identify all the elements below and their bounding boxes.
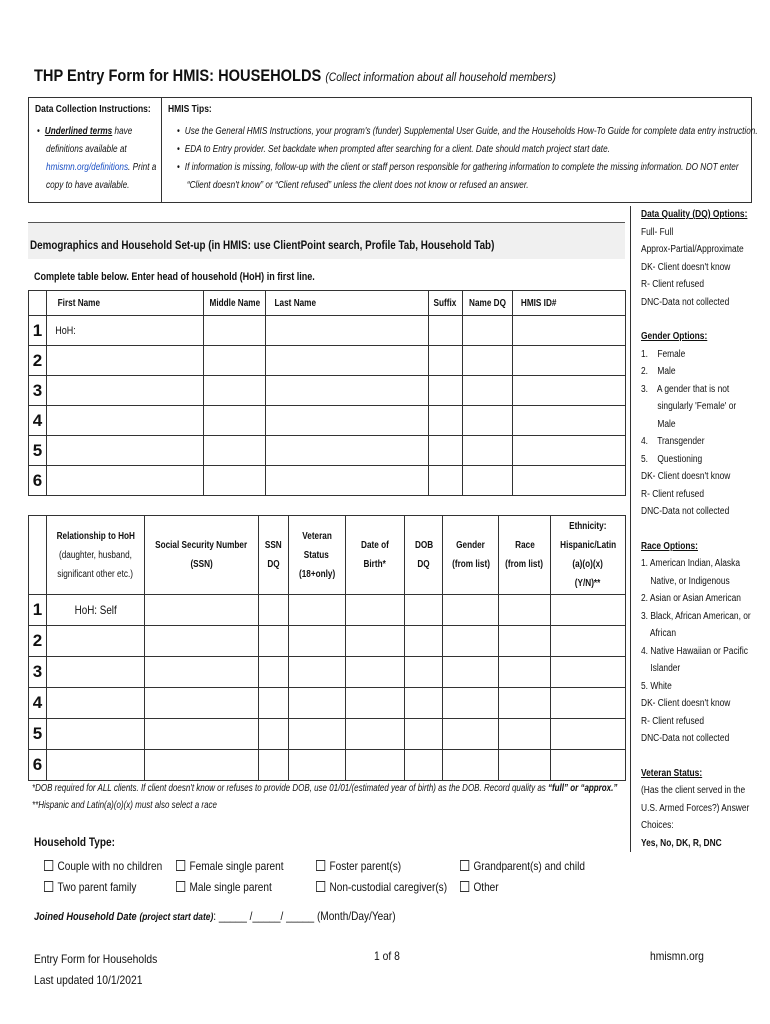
race-item: 5. White [641,680,672,692]
name-dq-cell[interactable] [462,316,512,346]
option-grandparents-and-child[interactable]: Grandparent(s) and child [460,859,585,873]
option-female-single-parent[interactable]: Female single parent [176,859,284,873]
hmis-tips [177,123,758,195]
checkbox-icon[interactable] [316,860,325,871]
middle-name-cell[interactable] [203,466,266,496]
underlined-terms: Underlined terms [44,126,113,137]
last-name-cell[interactable] [266,436,429,466]
table-row [29,406,626,436]
race-item: African [641,628,677,639]
last-name-cell[interactable] [266,316,429,346]
hmis-id-cell[interactable] [512,316,625,346]
row-number: 5 [29,436,47,466]
checkbox-icon[interactable] [176,881,185,892]
ssn-dq-cell[interactable] [258,657,288,688]
dob-dq-header: DOB DQ [405,516,443,595]
name-dq-cell[interactable] [462,436,512,466]
row-number: 6 [29,750,47,781]
row-number: 6 [29,466,47,496]
dq-item: Full- Full [641,226,674,238]
veteran-item: Choices: [641,820,674,831]
gender-header: Gender (from list) [443,516,499,595]
row-number-header [29,516,47,595]
table-row [29,688,626,719]
option-non-custodial-caregiver[interactable]: Non-custodial caregiver(s) [316,880,447,894]
first-name-cell[interactable] [46,376,203,406]
veteran-cell[interactable] [288,595,345,626]
checkbox-icon[interactable] [316,881,325,892]
middle-name-cell[interactable] [203,376,266,406]
instructions-heading: Data Collection Instructions: [35,104,151,115]
first-name-cell[interactable] [46,436,203,466]
suffix-cell[interactable] [428,406,462,436]
relationship-cell[interactable] [46,657,144,688]
veteran-item: (Has the client served in the [641,785,746,796]
middle-name-header: Middle Name [203,291,266,316]
name-dq-cell[interactable] [462,376,512,406]
option-foster-parents[interactable]: Foster parent(s) [316,859,401,873]
hmis-id-header: HMIS ID# [512,291,625,316]
instr-text-2: definitions available at [46,144,127,155]
veteran-header: Veteran Status (18+only) [288,516,345,595]
race-item: Native, or Indigenous [641,575,730,587]
name-dq-cell[interactable] [462,466,512,496]
race-item: 2. Asian or Asian American [641,593,741,604]
row-number: 1 [29,595,47,626]
race-item: 1. American Indian, Alaska [641,558,741,569]
dob-cell[interactable] [345,750,405,781]
dob-dq-cell[interactable] [405,688,443,719]
table-row [29,316,626,346]
relationship-cell[interactable] [46,750,144,781]
race-item: R- Client refused [641,715,705,727]
dob-cell[interactable] [345,688,405,719]
race-cell[interactable] [499,688,551,719]
ssn-cell[interactable] [144,750,258,781]
first-name-cell[interactable]: HoH: [46,316,203,346]
relationship-cell[interactable]: HoH: Self [46,595,144,626]
checkbox-icon[interactable] [44,860,53,871]
ethnicity-cell[interactable] [550,688,625,719]
hmis-id-cell[interactable] [512,466,625,496]
gender-item: Male [641,418,676,430]
footer-form-name: Entry Form for Households [34,952,158,966]
race-cell[interactable] [499,719,551,750]
tip-1: • Use the General HMIS Instructions, your program's (funder) Supplemental User Guide, and the Households How-To Guide for complete data entry instruction. [177,123,758,141]
hmis-id-cell[interactable] [512,436,625,466]
checkbox-icon[interactable] [44,881,53,892]
gender-item: 5. Questioning [641,453,703,465]
gender-cell[interactable] [443,657,499,688]
joined-label: Joined Household Date [34,911,137,923]
gender-cell[interactable] [443,626,499,657]
instructions-text [37,123,156,195]
dob-cell[interactable] [345,626,405,657]
relationship-cell[interactable] [46,688,144,719]
race-cell[interactable] [499,595,551,626]
dob-cell[interactable] [345,595,405,626]
suffix-cell[interactable] [428,376,462,406]
tip-3: • If information is missing, follow-up with the client or staff person responsible for gathering information to complete the missing information. DO NOT enter [177,159,758,177]
first-name-header: First Name [46,291,203,316]
dob-dq-cell[interactable] [405,719,443,750]
table-row [29,626,626,657]
middle-name-cell[interactable] [203,316,266,346]
ssn-dq-cell[interactable] [258,719,288,750]
first-name-cell[interactable] [46,466,203,496]
page-title [34,66,556,86]
gender-cell[interactable] [443,595,499,626]
gender-cell[interactable] [443,719,499,750]
name-dq-cell[interactable] [462,406,512,436]
footnote [32,780,617,814]
suffix-header: Suffix [428,291,462,316]
ssn-cell[interactable] [144,657,258,688]
dob-dq-cell[interactable] [405,626,443,657]
table-row [29,466,626,496]
household-type-heading: Household Type: [34,835,116,849]
dq-item: DK- Client doesn't know [641,261,731,273]
relationship-cell[interactable] [46,719,144,750]
middle-name-cell[interactable] [203,346,266,376]
footnote-emphasis: “full” or “approx.” [548,783,618,794]
gender-item: 4. Transgender [641,436,705,447]
instr-text-1: have [112,126,133,137]
name-dq-cell[interactable] [462,346,512,376]
hmis-id-cell[interactable] [512,406,625,436]
dob-cell[interactable] [345,719,405,750]
veteran-item: U.S. Armed Forces?) Answer [641,802,750,814]
ssn-dq-cell[interactable] [258,626,288,657]
demographics-table [28,515,626,781]
footnote-line1: *DOB required for ALL clients. If client doesn't know or refuses to provide DOB, use 01/01/(estimated year of birth) as the DOB. Record quality as [32,783,548,794]
tip-2: • EDA to Entry provider. Set backdate when prompted after searching for a client. Date should match project start date. [177,141,758,159]
row-number: 3 [29,376,47,406]
instr-text-5: copy to have available. [46,180,130,191]
definitions-link[interactable]: hmismn.org/definitions [46,162,129,173]
row-number-header [29,291,47,316]
gender-item: singularly 'Female' or [641,401,737,412]
race-cell[interactable] [499,750,551,781]
instr-text-4: . Print a [128,162,157,173]
tip-3-cont: “Client doesn't know” or “Client refused” unless the client does not know or refused an answer. [186,180,529,191]
ssn-cell[interactable] [144,626,258,657]
middle-name-cell[interactable] [203,436,266,466]
gender-item: 1. Female [641,348,686,360]
ssn-cell[interactable] [144,688,258,719]
gender-item: DK- Client doesn't know [641,471,731,482]
last-name-cell[interactable] [266,466,429,496]
footer-updated: Last updated 10/1/2021 [34,973,143,987]
options-sidebar [630,206,770,852]
veteran-cell[interactable] [288,657,345,688]
suffix-cell[interactable] [428,316,462,346]
hmis-id-cell[interactable] [512,376,625,406]
footer-left [34,949,157,991]
ethnicity-cell[interactable] [550,657,625,688]
last-name-cell[interactable] [266,376,429,406]
title-sub: (Collect information about all household members) [325,70,556,84]
row-number: 3 [29,657,47,688]
dq-title: Data Quality (DQ) Options: [641,209,748,220]
veteran-cell[interactable] [288,719,345,750]
table-row [29,346,626,376]
ssn-dq-cell[interactable] [258,750,288,781]
table-row [29,719,626,750]
gender-item: 2. Male [641,366,676,377]
race-title: Race Options: [641,540,698,552]
first-name-cell[interactable] [46,406,203,436]
gender-item: R- Client refused [641,488,705,500]
row-number: 1 [29,316,47,346]
ssn-cell[interactable] [144,595,258,626]
first-name-cell[interactable] [46,346,203,376]
option-other[interactable]: Other [460,880,499,894]
suffix-cell[interactable] [428,436,462,466]
ssn-dq-cell[interactable] [258,688,288,719]
last-name-cell[interactable] [266,346,429,376]
gender-cell[interactable] [443,750,499,781]
row-number: 2 [29,346,47,376]
gender-item: DNC-Data not collected [641,506,730,517]
page-number: 1 of 8 [374,949,400,963]
ethnicity-cell[interactable] [550,719,625,750]
joined-blank[interactable]: : _____ /_____/ _____ (Month/Day/Year) [213,909,396,923]
veteran-cell[interactable] [288,626,345,657]
dq-item: DNC-Data not collected [641,296,730,308]
footnote-line2: **Hispanic and Latin(a)(o)(x) must also select a race [32,800,217,811]
ethnicity-cell[interactable] [550,595,625,626]
race-cell[interactable] [499,657,551,688]
checkbox-icon[interactable] [460,881,469,892]
relationship-header: Relationship to HoH (daughter, husband, significant other etc.) [46,516,144,595]
ethnicity-cell[interactable] [550,750,625,781]
joined-hint: (project start date) [139,912,214,923]
last-name-header: Last Name [266,291,429,316]
ssn-dq-cell[interactable] [258,595,288,626]
veteran-title: Veteran Status: [641,767,703,779]
names-table [28,290,626,496]
relationship-cell[interactable] [46,626,144,657]
race-cell[interactable] [499,626,551,657]
instructions-box [28,97,758,203]
race-item: DNC-Data not collected [641,733,730,744]
title-main: THP Entry Form for HMIS: HOUSEHOLDS [34,66,322,85]
row-number: 4 [29,688,47,719]
veteran-cell[interactable] [288,750,345,781]
row-number: 4 [29,406,47,436]
gender-cell[interactable] [443,688,499,719]
dob-cell[interactable] [345,657,405,688]
footer-site: hmismn.org [650,949,704,963]
race-header: Race (from list) [499,516,551,595]
middle-name-cell[interactable] [203,406,266,436]
checkbox-icon[interactable] [176,860,185,871]
hmis-id-cell[interactable] [512,346,625,376]
name-dq-header: Name DQ [462,291,512,316]
option-male-single-parent[interactable]: Male single parent [176,880,272,894]
dob-dq-cell[interactable] [405,595,443,626]
hmis-tips-heading: HMIS Tips: [168,104,212,115]
veteran-cell[interactable] [288,688,345,719]
ssn-cell[interactable] [144,719,258,750]
veteran-answers: Yes, No, DK, R, DNC [641,837,722,849]
race-item: DK- Client doesn't know [641,698,731,709]
option-two-parent-family[interactable]: Two parent family [44,880,136,894]
table-row [29,376,626,406]
ssn-dq-header: SSN DQ [258,516,288,595]
option-couple-no-children[interactable]: Couple with no children [44,859,162,873]
table-row [29,595,626,626]
table-row [29,750,626,781]
race-item: 3. Black, African American, or [641,610,751,622]
race-item: 4. Native Hawaiian or Pacific [641,645,748,657]
ssn-header: Social Security Number (SSN) [144,516,258,595]
dob-dq-cell[interactable] [405,750,443,781]
row-number: 5 [29,719,47,750]
table-row [29,436,626,466]
complete-table-label: Complete table below. Enter head of household (HoH) in first line. [34,271,315,283]
checkbox-icon[interactable] [460,860,469,871]
gender-title: Gender Options: [641,331,708,342]
ethnicity-header: Ethnicity: Hispanic/Latin (a)(o)(x) (Y/N)** [550,516,625,595]
row-number: 2 [29,626,47,657]
section-title: Demographics and Household Set-up (in HMIS: use ClientPoint search, Profile Tab, Household Tab) [30,238,495,252]
table-row [29,657,626,688]
dq-item: Approx-Partial/Approximate [641,244,744,255]
dob-dq-cell[interactable] [405,657,443,688]
suffix-cell[interactable] [428,346,462,376]
race-item: Islander [641,663,681,674]
joined-household-date[interactable] [34,909,396,923]
last-name-cell[interactable] [266,406,429,436]
ethnicity-cell[interactable] [550,626,625,657]
gender-item: 3. A gender that is not [641,383,730,395]
dob-header: Date of Birth* [345,516,405,595]
suffix-cell[interactable] [428,466,462,496]
dq-item: R- Client refused [641,279,705,290]
